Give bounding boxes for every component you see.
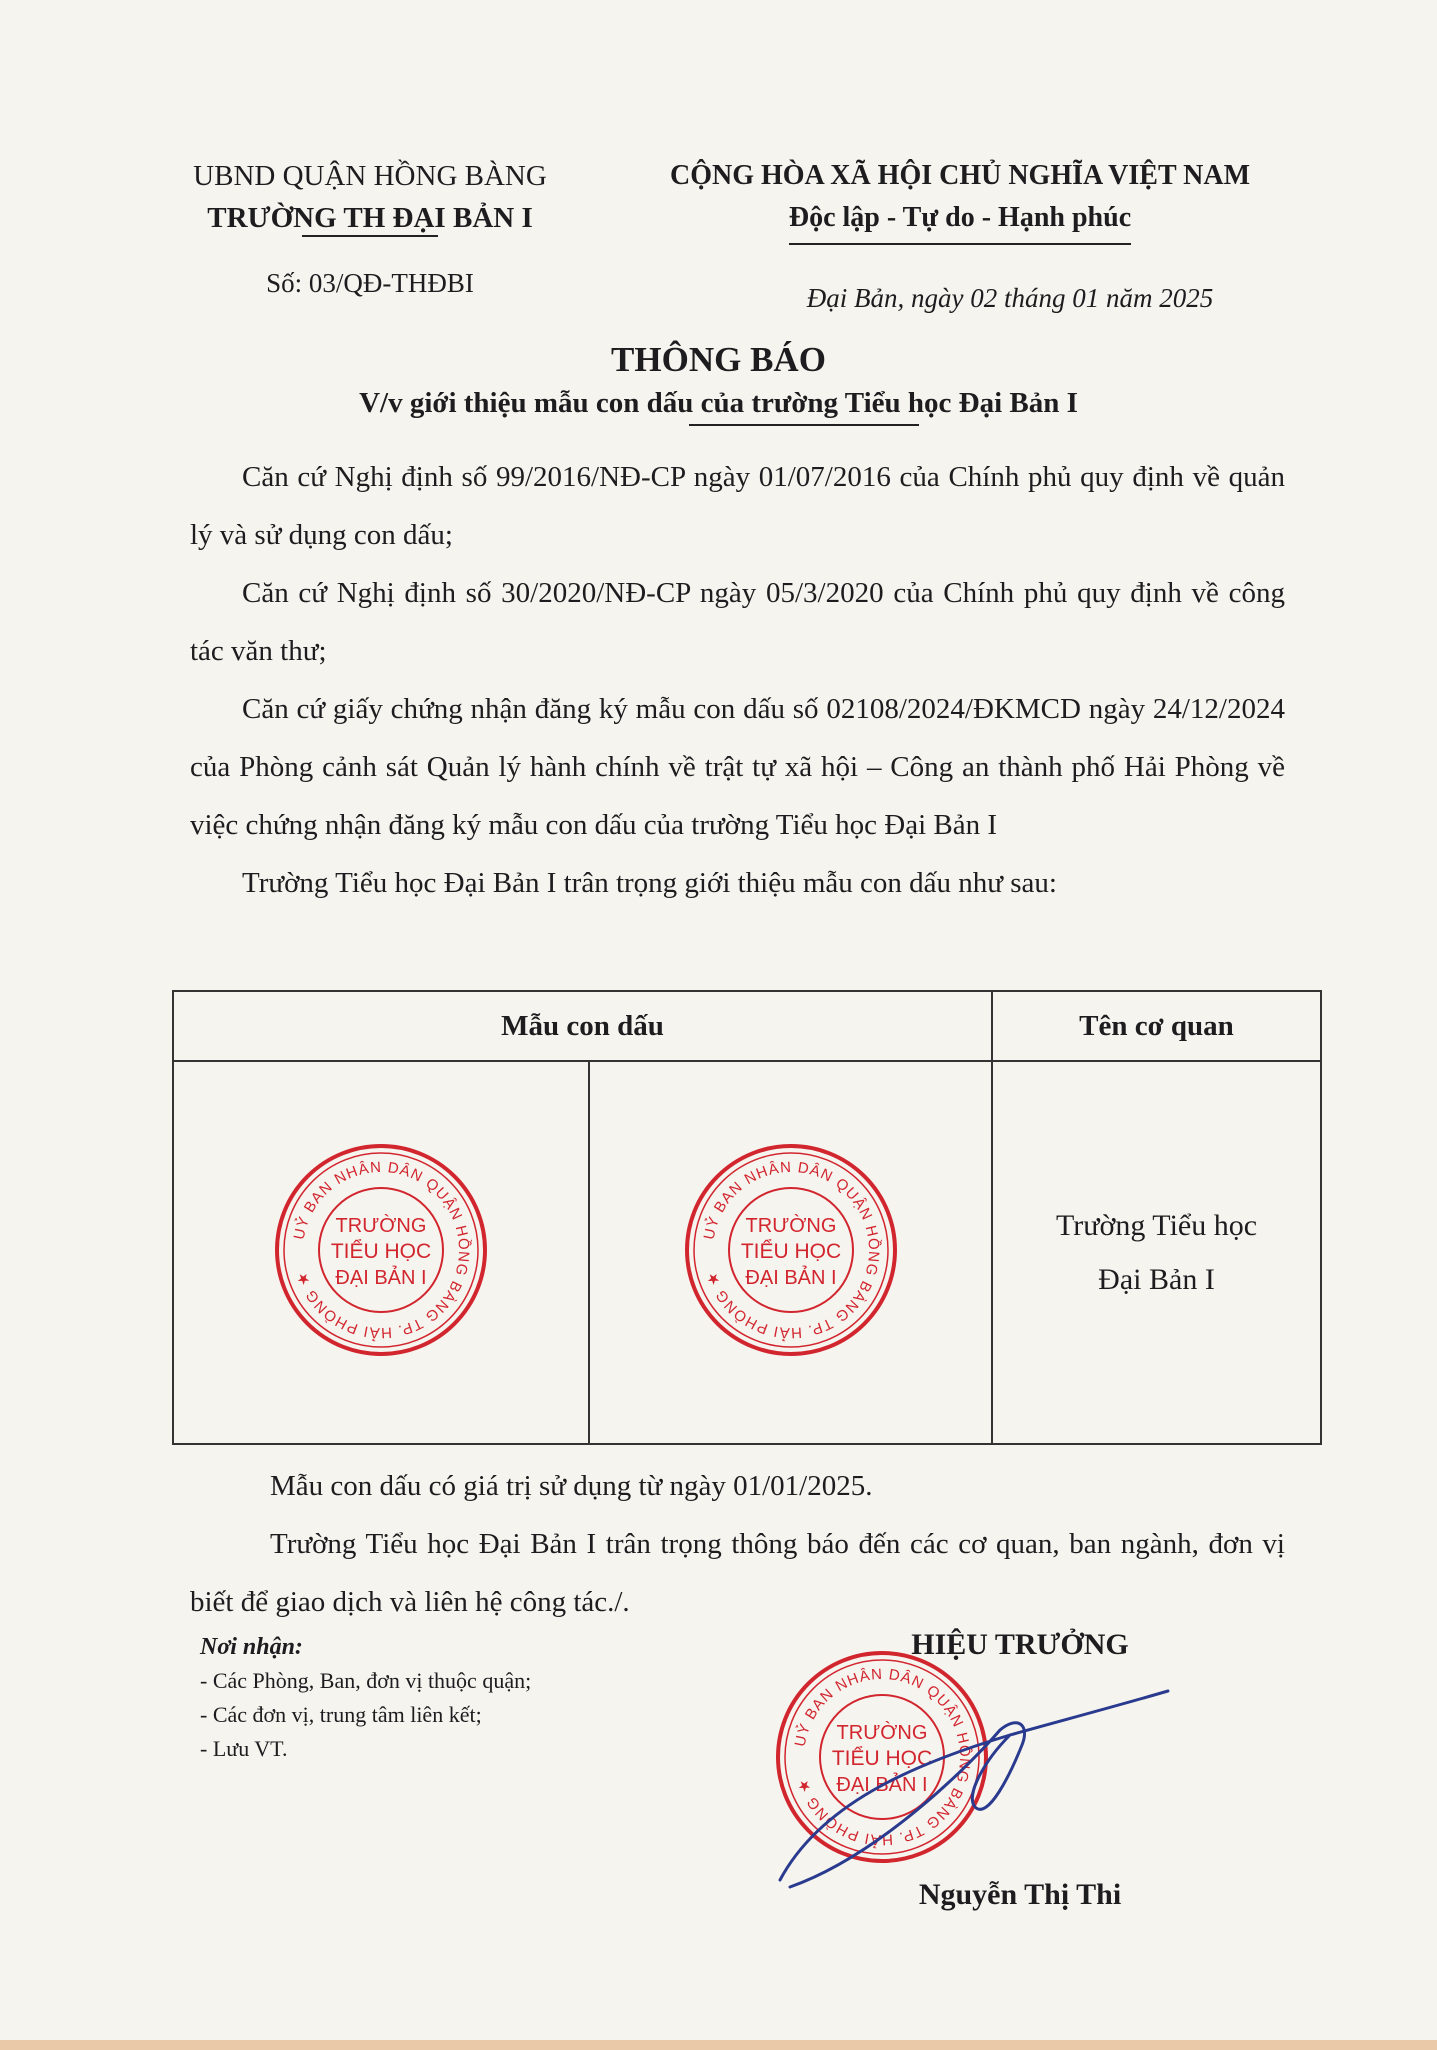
closing-text: [190, 1457, 1285, 1631]
nation-motto: Độc lập - Tự do - Hạnh phúc: [789, 197, 1131, 245]
document-number: Số: 03/QĐ-THĐBI: [266, 268, 474, 298]
basis-paragraph-2: Căn cứ Nghị định số 30/2020/NĐ-CP ngày 05/3/2020 của Chính phủ quy định về công tác văn thư;: [190, 577, 1285, 667]
issuing-agency: [150, 155, 590, 239]
recipient-item: - Các đơn vị, trung tâm liên kết;: [200, 1702, 482, 1727]
basis-paragraph-3: Căn cứ giấy chứng nhận đăng ký mẫu con dấu số 02108/2024/ĐKMCD ngày 24/12/2024 của Phòng cảnh sát Quản lý hành chính về trật tự xã hội – Công an thành phố Hải Phòng về việc chứng nhận đăng ký mẫu con dấu của trường Tiểu học Đại Bản I: [190, 693, 1285, 841]
recipient-item: - Lưu VT.: [200, 1736, 288, 1761]
agency-parent: UBND QUẬN HỒNG BÀNG: [193, 160, 547, 192]
closing-paragraph: Trường Tiểu học Đại Bản I trân trọng thông báo đến các cơ quan, ban ngành, đơn vị biết để giao dịch và liên hệ công tác./.: [190, 1528, 1285, 1618]
body-text: [190, 448, 1285, 912]
recipients-block: [200, 1630, 660, 1766]
document-subject: [0, 387, 1437, 420]
school-seal-image: [271, 1140, 491, 1360]
recipient-item: - Các Phòng, Ban, đơn vị thuộc quận;: [200, 1668, 532, 1693]
signer-name: Nguyễn Thị Thi: [918, 1878, 1122, 1911]
seal-table: [172, 990, 1322, 1445]
signer-title: HIỆU TRƯỞNG: [911, 1628, 1129, 1661]
signature-and-seal: [760, 1625, 1190, 1915]
dateline: Đại Bản, ngày 02 tháng 01 năm 2025: [806, 283, 1214, 313]
school-seal-image: [681, 1140, 901, 1360]
seal-sample-header: Mẫu con dấu: [173, 991, 992, 1061]
org-name-line-2: Đại Bản I: [1098, 1262, 1215, 1296]
scan-edge: [0, 2040, 1437, 2050]
national-motto: [640, 155, 1280, 245]
subject-text: V/v giới thiệu mẫu con dấu của trường Tiểu học Đại Bản I: [359, 387, 1078, 419]
org-name-cell: [992, 1061, 1321, 1444]
org-name-line-1: Trường Tiểu học: [1055, 1208, 1258, 1242]
agency-name: TRƯỜNG TH ĐẠI BẢN I: [207, 197, 533, 239]
recipients-heading: Nơi nhận:: [200, 1634, 303, 1660]
intro-paragraph: Trường Tiểu học Đại Bản I trân trọng giới thiệu mẫu con dấu như sau:: [242, 867, 1057, 899]
document-title: THÔNG BÁO: [611, 340, 826, 379]
validity-paragraph: Mẫu con dấu có giá trị sử dụng từ ngày 01/01/2025.: [270, 1470, 873, 1502]
seal-sample-cell-2: [589, 1061, 992, 1444]
basis-paragraph-1: Căn cứ Nghị định số 99/2016/NĐ-CP ngày 01/07/2016 của Chính phủ quy định về quản lý và sử dụng con dấu;: [190, 461, 1285, 551]
seal-sample-cell-1: [173, 1061, 589, 1444]
org-name-header: Tên cơ quan: [992, 991, 1321, 1061]
nation-name: CỘNG HÒA XÃ HỘI CHỦ NGHĨA VIỆT NAM: [669, 160, 1251, 191]
